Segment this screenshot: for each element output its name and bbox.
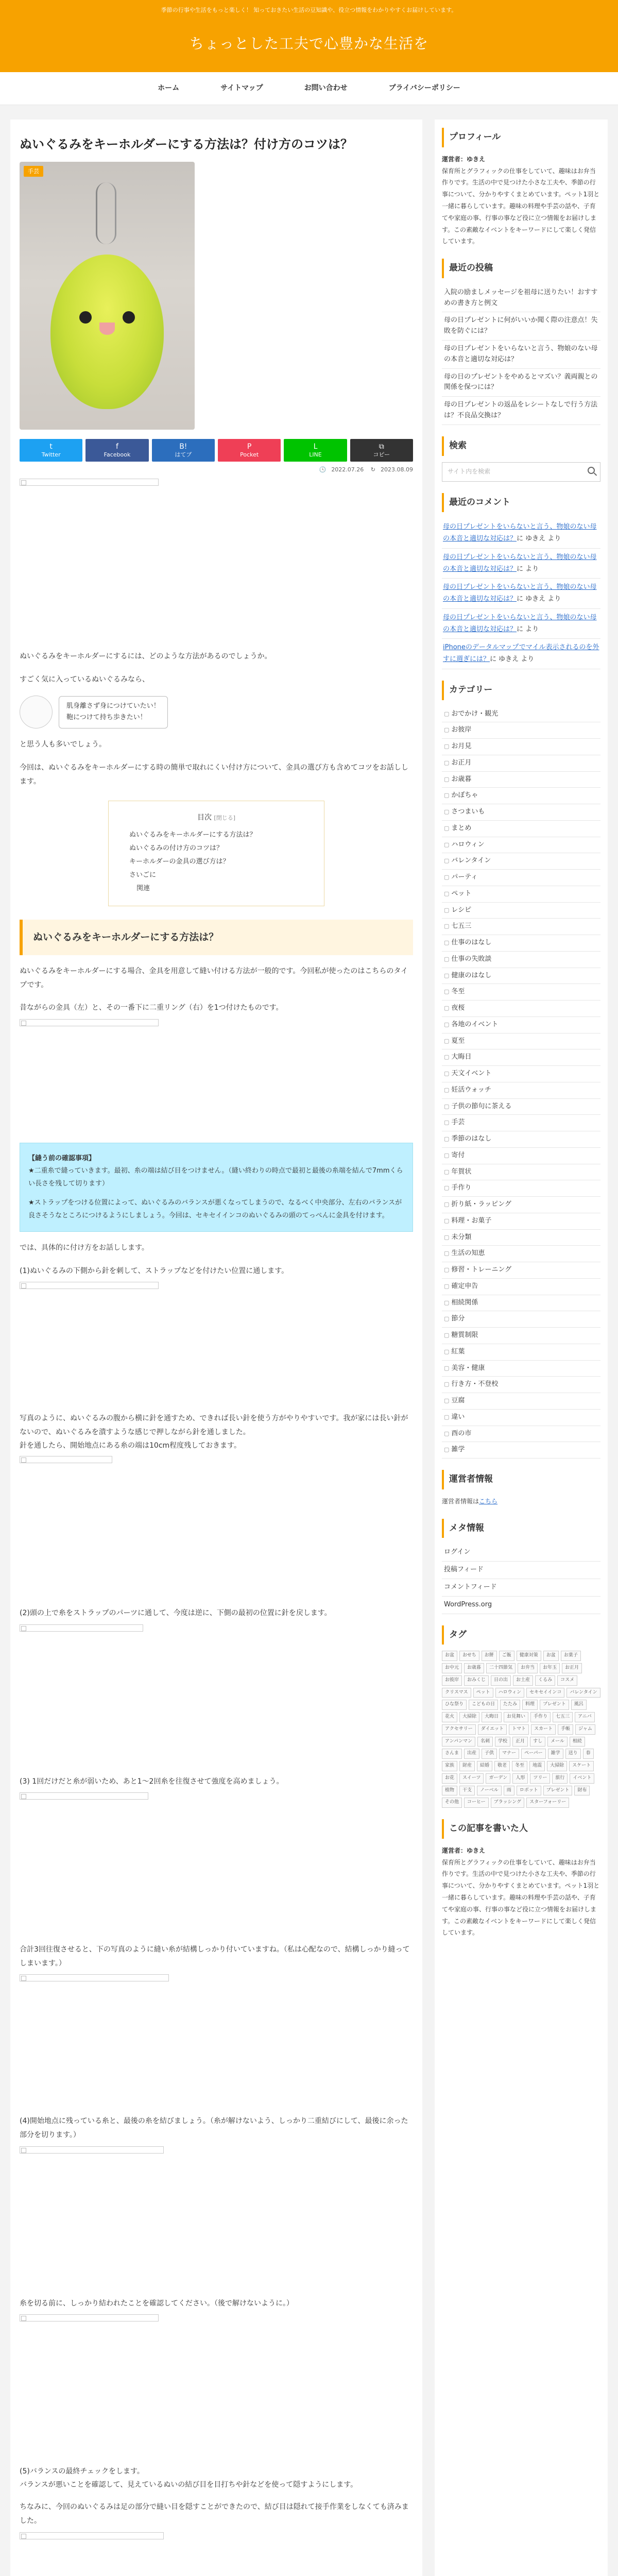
share-label: LINE [309, 451, 322, 459]
recent-post-link[interactable]: 母の日のプレゼントをやめるとマズい？義両親との関係を保つには？ [442, 369, 600, 397]
clock-icon: 🕓 [319, 466, 327, 473]
site-title[interactable]: ちょっとした工夫で心豊かな生活を [189, 35, 428, 52]
update-icon: ↻ [370, 466, 376, 473]
tag-link[interactable]: マナー [499, 1749, 519, 1759]
nav-item-home[interactable]: ホーム [158, 84, 180, 93]
widget-title: メタ情報 [442, 1519, 600, 1538]
toc-item[interactable]: ぬいぐるみをキーホルダーにする方法は？ [129, 831, 256, 839]
widget-title: カテゴリー [442, 681, 600, 700]
tag-link[interactable]: プレゼント [540, 1700, 569, 1710]
tag-link[interactable]: さんま [442, 1749, 462, 1759]
search-input[interactable] [442, 462, 600, 482]
category-link[interactable]: ▢ 折り紙・ラッピング [442, 1197, 600, 1213]
nav-item-privacy[interactable]: プライバシーポリシー [388, 84, 460, 93]
intro-paragraph: と思う人も多いでしょう。 [20, 740, 106, 749]
tag-link[interactable]: ひな祭り [442, 1700, 467, 1710]
tag-link[interactable]: 名刺 [477, 1737, 493, 1747]
intro-paragraph: 今回は、ぬいぐるみをキーホルダーにする時の簡単で取れにくい付け方について、金具の選び方も含めてコツをお話しします。 [20, 764, 408, 786]
tag-link[interactable]: 二十四節気 [486, 1663, 516, 1673]
tag-link[interactable]: ジャム [575, 1724, 595, 1735]
tag-widget [442, 1625, 600, 1808]
tag-link[interactable]: おみくじ [464, 1675, 489, 1686]
sidebar [435, 120, 608, 2576]
category-link[interactable]: ▢ レシピ [442, 903, 600, 919]
category-link[interactable]: ▢ 手作り [442, 1180, 600, 1197]
tag-link[interactable]: アンパンマン [442, 1737, 475, 1747]
tag-link[interactable]: 春 [583, 1749, 594, 1759]
post-title: ぬいぐるみをキーホルダーにする方法は？付け方のコツは？ [20, 137, 353, 151]
tag-link[interactable]: お花 [442, 1773, 457, 1784]
comment-item [442, 549, 600, 579]
tag-link[interactable]: こどもの日 [469, 1700, 498, 1710]
tag-link[interactable]: ロボット [517, 1786, 541, 1796]
body-paragraph: バランスが悪いことを確認して、見えているぬいの結び目を目打ちや針などを使って隠すようにします。 [20, 2480, 358, 2489]
category-link[interactable]: ▢ 未分類 [442, 1230, 600, 1246]
category-link[interactable]: ▢ かぼちゃ [442, 788, 600, 804]
tag-link[interactable]: コーヒー [464, 1798, 489, 1808]
table-of-contents [108, 801, 324, 906]
tag-link[interactable]: ハロウィン [495, 1688, 524, 1698]
category-link[interactable]: ▢ 紅葉 [442, 1344, 600, 1361]
category-link[interactable]: ▢ 冬至 [442, 984, 600, 1001]
category-link[interactable]: ▢ 天文イベント [442, 1066, 600, 1082]
tag-link[interactable]: お弁当 [518, 1663, 538, 1673]
share-buttons [20, 439, 413, 462]
category-link[interactable]: ▢ 料理・お菓子 [442, 1213, 600, 1230]
category-link[interactable]: ▢ まとめ [442, 821, 600, 837]
line-icon: L [313, 443, 318, 451]
speech-balloon [20, 696, 413, 728]
tag-link[interactable]: アニバ [575, 1712, 595, 1722]
keyring-chain [96, 182, 116, 244]
tag-link[interactable]: お彼岸 [442, 1675, 462, 1686]
comment-author: に ゆきえ より [490, 655, 535, 664]
category-link[interactable]: ▢ ハロウィン [442, 837, 600, 854]
category-link[interactable]: ▢ 七五三 [442, 919, 600, 935]
share-label: Twitter [41, 451, 61, 459]
category-link[interactable]: ▢ 季節のはなし [442, 1131, 600, 1148]
main-content [10, 120, 422, 2576]
tag-link[interactable]: その他 [442, 1798, 462, 1808]
category-link[interactable]: ▢ 仕事のはなし [442, 935, 600, 952]
share-hatena-button[interactable] [152, 439, 215, 462]
twitter-icon: t [49, 443, 53, 451]
share-pocket-button[interactable] [218, 439, 281, 462]
comment-author: に ゆきえ より [517, 535, 561, 543]
tag-link[interactable]: すし [530, 1737, 545, 1747]
tag-link[interactable]: トマト [509, 1724, 529, 1735]
search-icon[interactable] [588, 467, 595, 474]
updated-date: 2023.08.09 [381, 466, 413, 473]
comment-item [442, 518, 600, 549]
tag-link[interactable]: 人形 [512, 1773, 528, 1784]
category-link[interactable]: ▢ 年賀状 [442, 1164, 600, 1181]
recent-posts-widget [442, 259, 600, 425]
category-link[interactable]: ▢ 大晦日 [442, 1049, 600, 1066]
category-link[interactable]: ▢ 妊活ウォッチ [442, 1082, 600, 1099]
profile-name: 運営者：ゆきえ [442, 155, 486, 163]
tag-link[interactable]: バレンタイン [566, 1688, 600, 1698]
body-paragraph: ちなみに、今回のぬいぐるみは足の部分で縫い目を隠すことができたので、結び目は隠れて接手作業をしなくても済みました。 [20, 2503, 409, 2525]
tag-link[interactable]: 風呂 [571, 1700, 587, 1710]
intro-paragraph: すごく気に入っているぬいぐるみなら、 [20, 675, 149, 684]
tag-link[interactable]: 大晦日 [482, 1712, 502, 1722]
tag-link[interactable]: ノーベル [477, 1786, 502, 1796]
comment-post-link[interactable]: iPhoneのデータルマップでマイル表示されるのを外すに週ぎには？ [443, 643, 599, 664]
body-paragraph: では、具体的に付け方をお話しします。 [20, 1244, 149, 1252]
image-placeholder [20, 1974, 169, 1981]
step-paragraph: (3) 1回だけだと糸が弱いため、あと1〜2回糸を往復させて強度を高めましょう。 [20, 1777, 284, 1786]
tag-link[interactable]: セキセイインコ [526, 1688, 564, 1698]
tag-link[interactable]: コスメ [557, 1675, 577, 1686]
tag-link[interactable]: 出産 [464, 1749, 479, 1759]
recent-post-link[interactable]: 入院の励ましメッセージを祖母に送りたい！おすすめの書き方と例文 [442, 284, 600, 313]
info-box [20, 1143, 413, 1232]
plush-eye [79, 311, 92, 324]
toc-item[interactable]: 関連 [136, 884, 150, 892]
image-placeholder [20, 1624, 143, 1632]
widget-title: 最近の投稿 [442, 259, 600, 278]
meta-link[interactable]: WordPress.org [442, 1597, 600, 1614]
category-link[interactable]: ▢ バレンタイン [442, 853, 600, 870]
step-paragraph: (5)バランスの最終チェックをします。 [20, 2467, 144, 2476]
tag-link[interactable]: スイーツ [459, 1773, 484, 1784]
tag-link[interactable]: ツリー [530, 1773, 550, 1784]
comment-post-link[interactable]: 母の日プレゼントをいらないと言う、物娘のない母の本音と適切な対応は？ [443, 523, 597, 543]
recent-post-link[interactable]: 母の日プレゼントに何がいいか聞く際の注意点！失敗を防ぐには？ [442, 312, 600, 341]
tag-link[interactable]: 財布 [574, 1786, 590, 1796]
tag-link[interactable]: ガーデン [486, 1773, 510, 1784]
category-link[interactable]: ▢ 各地のイベント [442, 1017, 600, 1033]
share-label: Pocket [240, 451, 259, 459]
tag-link[interactable]: 結婚 [477, 1761, 492, 1771]
category-link[interactable]: ▢ お歳暮 [442, 772, 600, 788]
category-link[interactable]: ▢ 修習・トレーニング [442, 1262, 600, 1279]
tag-link[interactable]: 雨 [504, 1786, 514, 1796]
share-label: はてブ [175, 451, 192, 459]
tag-link[interactable]: クリスマス [442, 1688, 471, 1698]
share-facebook-button[interactable] [85, 439, 148, 462]
plush-beak [99, 323, 115, 335]
tag-link[interactable]: お盆 [442, 1651, 457, 1661]
tag-link[interactable]: 日の出 [491, 1675, 511, 1686]
meta-link[interactable]: ログイン [442, 1544, 600, 1562]
category-link[interactable]: ▢ 夏至 [442, 1033, 600, 1050]
category-link[interactable]: ▢ 酉の市 [442, 1426, 600, 1443]
profile-text: 保育所とグラフィックの仕事をしていて、趣味はお弁当作りです。生活の中で見つけた小さな工夫や、季節の行事について、分かりやすくまとめています。ペット1羽と一緒に暮らしています。趣味の料理や手芸の話や、子育てや家庭の事、行事の事など役に立つ情報をお届けします。この素敵なイベントをキーワードにして楽しく発信しています。 [442, 167, 600, 245]
image-placeholder [20, 1456, 112, 1463]
tag-link[interactable]: 料理 [522, 1700, 538, 1710]
info-box-title: 【縫う前の確認事項】 [28, 1154, 96, 1162]
toc-item[interactable]: ぬいぐるみの付け方のコツは？ [129, 844, 224, 852]
speech-text: 肌身離さず身につけていたい！ 鞄につけて持ち歩きたい！ [59, 696, 168, 729]
comment-item [442, 609, 600, 639]
tag-link[interactable]: 地震 [529, 1761, 545, 1771]
tag-link[interactable]: 相続 [570, 1737, 585, 1747]
tag-link[interactable]: お正月 [562, 1663, 582, 1673]
tag-link[interactable]: 敬老 [494, 1761, 510, 1771]
tag-link[interactable]: 子供 [482, 1749, 497, 1759]
parakeet-plush [50, 255, 164, 409]
category-widget [442, 681, 600, 1459]
share-copy-button[interactable] [350, 439, 413, 462]
avatar [20, 696, 53, 728]
comment-author: に より [517, 625, 539, 633]
info-box-text: ★二重糸で縫っていきます。最初、糸の端は結び目をつけません。（縫い終わりの時点で最初と最後の糸端を結んで7mmくらい長さを残して切ります） [28, 1167, 403, 1188]
published-date: 2022.07.26 [331, 466, 364, 473]
tag-link[interactable]: 冬至 [512, 1761, 527, 1771]
toc-item[interactable]: キーホルダーの金具の選び方は？ [129, 857, 230, 866]
toc-item[interactable]: さいごに [129, 871, 157, 879]
step-paragraph: (4)開始地点に残っている糸と、最後の糸を結びましょう。（糸が解けないよう、しっかり二重結びにして、最後に余った部分を切ります。） [20, 2117, 408, 2140]
comment-item [442, 639, 600, 669]
category-link[interactable]: ▢ おでかけ・観光 [442, 706, 600, 723]
tag-link[interactable]: 健康対策 [517, 1651, 541, 1661]
recent-comments-widget [442, 493, 600, 669]
category-link[interactable]: ▢ 寄付 [442, 1148, 600, 1164]
widget-title: 最近のコメント [442, 493, 600, 513]
category-link[interactable]: ▢ お正月 [442, 755, 600, 772]
tag-link[interactable]: 家族 [442, 1761, 457, 1771]
tag-link[interactable]: ペーパー [521, 1749, 546, 1759]
category-link[interactable]: ▢ 相続関係 [442, 1295, 600, 1312]
info-box-text: ★ストラップをつける位置によって、ぬいぐるみのバランスが悪くなってしまうので、なるべく中央部分、左右のバランスが良さそうなところにつけるようにしましょう。今回は、セキセイインコのぬいぐるみの頭のてっぺんに金具を付けます。 [28, 1198, 402, 1219]
toc-heading: 目次 [197, 814, 212, 822]
image-placeholder [20, 1792, 148, 1800]
admin-text: 運営者情報は [442, 1497, 479, 1505]
toc-list [129, 828, 303, 895]
category-link[interactable]: ▢ 子供の節句に茶える [442, 1099, 600, 1115]
category-link[interactable]: ▢ お月見 [442, 739, 600, 755]
intro-paragraph: ぬいぐるみをキーホルダーにするには、どのような方法があるのでしょうか。 [20, 652, 272, 661]
tag-link[interactable]: お菓子 [561, 1651, 581, 1661]
category-link[interactable]: ▢ 行き方・不登校 [442, 1377, 600, 1393]
tag-cloud [442, 1651, 600, 1808]
author-name: 運営者：ゆきえ [442, 1846, 486, 1854]
site-header [0, 0, 618, 72]
tag-link[interactable]: 手作り [530, 1712, 551, 1722]
tag-link[interactable]: 干支 [459, 1786, 475, 1796]
recent-comments-list [442, 518, 600, 669]
widget-title: この記事を書いた人 [442, 1819, 600, 1839]
nav-item-sitemap[interactable]: サイトマップ [220, 84, 263, 93]
tag-link[interactable]: お土産 [513, 1675, 533, 1686]
tag-link[interactable]: 財産 [459, 1761, 475, 1771]
category-link[interactable]: ▢ 美容・健康 [442, 1361, 600, 1377]
tag-link[interactable]: イベント [570, 1773, 594, 1784]
eyecatch-image [20, 162, 195, 430]
tag-link[interactable]: お年玉 [540, 1663, 560, 1673]
tag-link[interactable]: 植物 [442, 1786, 457, 1796]
tag-link[interactable]: おせち [459, 1651, 479, 1661]
image-placeholder [20, 2532, 164, 2539]
category-list [442, 706, 600, 1459]
body-paragraph: ぬいぐるみをキーホルダーにする場合、金具を用意して縫い付ける方法が一般的です。今回私が使ったのはこちらのタイプです。 [20, 967, 408, 989]
tag-link[interactable]: 旅行 [552, 1773, 568, 1784]
category-link[interactable]: ▢ 手芸 [442, 1115, 600, 1131]
recent-post-link[interactable]: 母の日プレゼントをいらないと言う、物娘のない母の本音と適切な対応は？ [442, 341, 600, 369]
image-placeholder [20, 1282, 159, 1289]
tag-link[interactable]: スターフォーリー [526, 1798, 569, 1808]
category-badge[interactable]: 手芸 [24, 166, 43, 177]
tag-link[interactable]: スケート [569, 1761, 594, 1771]
tag-link[interactable]: 雑学 [548, 1749, 563, 1759]
tag-link[interactable]: メール [547, 1737, 568, 1747]
tag-link[interactable]: 手帳 [558, 1724, 573, 1735]
widget-title: タグ [442, 1625, 600, 1645]
hatena-icon: B! [179, 443, 187, 451]
recent-posts-list [442, 284, 600, 425]
step-paragraph: (2)頭の上で糸をストラップのパーツに通して、今度は逆に、下側の最初の位置に針を戻します。 [20, 1609, 332, 1618]
category-link[interactable]: ▢ さつまいも [442, 804, 600, 821]
tag-link[interactable]: アクセサリー [442, 1724, 476, 1735]
pocket-icon: P [247, 443, 252, 451]
comment-item [442, 579, 600, 609]
section-heading: ぬいぐるみをキーホルダーにする方法は？ [20, 920, 413, 955]
comment-post-link[interactable]: 母の日プレゼントをいらないと言う、物娘のない母の本音と適切な対応は？ [443, 583, 597, 603]
comment-post-link[interactable]: 母の日プレゼントをいらないと言う、物娘のない母の本音と適切な対応は？ [443, 553, 597, 573]
category-link[interactable]: ▢ 違い [442, 1410, 600, 1426]
step-paragraph: (1)ぬいぐるみの下側から針を刺して、ストラップなどを付けたい位置に通します。 [20, 1266, 289, 1275]
tag-link[interactable]: スカート [531, 1724, 556, 1735]
toc-title [129, 811, 303, 824]
category-link[interactable]: ▢ ペット [442, 886, 600, 903]
category-link[interactable]: ▢ 糖質制限 [442, 1328, 600, 1344]
tag-link[interactable]: ご飯 [499, 1651, 514, 1661]
tag-link[interactable]: たたみ [500, 1700, 520, 1710]
comment-post-link[interactable]: 母の日プレゼントをいらないと言う、物娘のない母の本音と適切な対応は？ [443, 613, 597, 633]
toc-toggle[interactable]: [閉じる] [214, 815, 236, 822]
category-link[interactable]: ▢ パーティ [442, 870, 600, 886]
body-paragraph: 合計3回往復させると、下の写真のように縫い糸が結構しっかり付いていますね。（私は心配なので、結構しっかり縫ってしまいます。） [20, 1945, 410, 1968]
tag-link[interactable]: プレゼント [543, 1786, 573, 1796]
comment-author: に より [517, 565, 539, 573]
category-link[interactable]: ▢ 雑学 [442, 1442, 600, 1459]
author-text: 保育所とグラフィックの仕事をしていて、趣味はお弁当作りです。生活の中で見つけた小さな工夫や、季節の行事について、分かりやすくまとめています。ペット1羽と一緒に暮らしています。趣味の料理や手芸の話や、子育てや家庭の事、行事の事など役に立つ情報をお届けします。この素敵なイベントをキーワードにして楽しく発信しています。 [442, 1858, 600, 1937]
post-dates [20, 465, 413, 474]
body-paragraph: 昔ながらの金具（左）と、その一番下に二重リング（右）を1つ付けたものです。 [20, 1004, 283, 1012]
share-line-button[interactable] [284, 439, 347, 462]
tag-link[interactable]: ブラッシング [491, 1798, 524, 1808]
share-twitter-button[interactable] [20, 439, 82, 462]
tag-link[interactable]: 学校 [495, 1737, 510, 1747]
share-label: Facebook [104, 451, 131, 459]
category-link[interactable]: ▢ お彼岸 [442, 722, 600, 739]
category-link[interactable]: ▢ 生活の知恵 [442, 1246, 600, 1262]
tag-link[interactable]: お見舞い [504, 1712, 528, 1722]
tag-link[interactable]: 正月 [512, 1737, 528, 1747]
search-placeholder: サイト内を検索 [448, 468, 491, 476]
nav-item-contact[interactable]: お問い合わせ [304, 84, 348, 93]
copy-icon: ⧉ [379, 443, 384, 451]
tag-link[interactable]: ダイエット [478, 1724, 507, 1735]
meta-link[interactable]: コメントフィード [442, 1579, 600, 1597]
plush-eye [123, 311, 135, 324]
admin-link[interactable]: こちら [479, 1497, 498, 1505]
category-link[interactable]: ▢ 夜桜 [442, 1001, 600, 1017]
facebook-icon: f [116, 443, 118, 451]
image-placeholder [20, 2314, 159, 2321]
tag-link[interactable]: 七五三 [553, 1712, 573, 1722]
profile-widget [442, 128, 600, 247]
meta-widget [442, 1519, 600, 1614]
tag-link[interactable]: お歳暮 [464, 1663, 484, 1673]
tag-link[interactable]: 花火 [442, 1712, 457, 1722]
tag-link[interactable]: 大掃除 [459, 1712, 479, 1722]
category-link[interactable]: ▢ 確定申告 [442, 1279, 600, 1295]
tag-link[interactable]: お餅 [482, 1651, 497, 1661]
body-paragraph: 針を通したら、開始地点にある糸の端は10cm程度残しておきます。 [20, 1441, 242, 1450]
image-placeholder [20, 2146, 164, 2154]
recent-post-link[interactable]: 母の日プレゼントの返品をレシートなしで行う方法は？不良品交換は？ [442, 397, 600, 425]
category-link[interactable]: ▢ 健康のはなし [442, 968, 600, 985]
global-nav [0, 72, 618, 105]
image-placeholder [20, 1019, 159, 1026]
site-tagline: 季節の行事や生活をもっと楽しく！ 知っておきたい生活の豆知識や、役立つ情報をわかりやすくお届けしています。 [161, 7, 457, 13]
category-link[interactable]: ▢ 仕事の失敗談 [442, 952, 600, 968]
tag-link[interactable]: お中元 [442, 1663, 462, 1673]
comment-author: に ゆきえ より [517, 595, 561, 603]
category-link[interactable]: ▢ 豆腐 [442, 1393, 600, 1410]
body-paragraph: 糸を切る前に、しっかり結われたことを確認してください。（後で解けないように。） [20, 2299, 294, 2308]
meta-link[interactable]: 投稿フィード [442, 1562, 600, 1579]
tag-link[interactable]: お盆 [543, 1651, 559, 1661]
author-widget [442, 1819, 600, 1939]
tag-link[interactable]: ペット [473, 1688, 493, 1698]
widget-title: プロフィール [442, 128, 600, 147]
search-widget [442, 436, 600, 482]
share-label: コピー [373, 451, 390, 459]
tag-link[interactable]: くるみ [535, 1675, 555, 1686]
widget-title: 運営者情報 [442, 1470, 600, 1489]
ad-image-placeholder[interactable] [20, 479, 159, 486]
widget-title: 検索 [442, 436, 600, 456]
tag-link[interactable]: 大掃除 [547, 1761, 567, 1771]
admin-widget [442, 1470, 600, 1507]
tag-link[interactable]: 送り [565, 1749, 581, 1759]
meta-list [442, 1544, 600, 1614]
category-link[interactable]: ▢ 節分 [442, 1311, 600, 1328]
body-paragraph: 写真のように、ぬいぐるみの腹から横に針を通すため、できれば長い針を使う方がやりやすいです。我が家には長い針がないので、ぬいぐるみを潰すような感じで押しながら針を通しました。 [20, 1414, 408, 1436]
